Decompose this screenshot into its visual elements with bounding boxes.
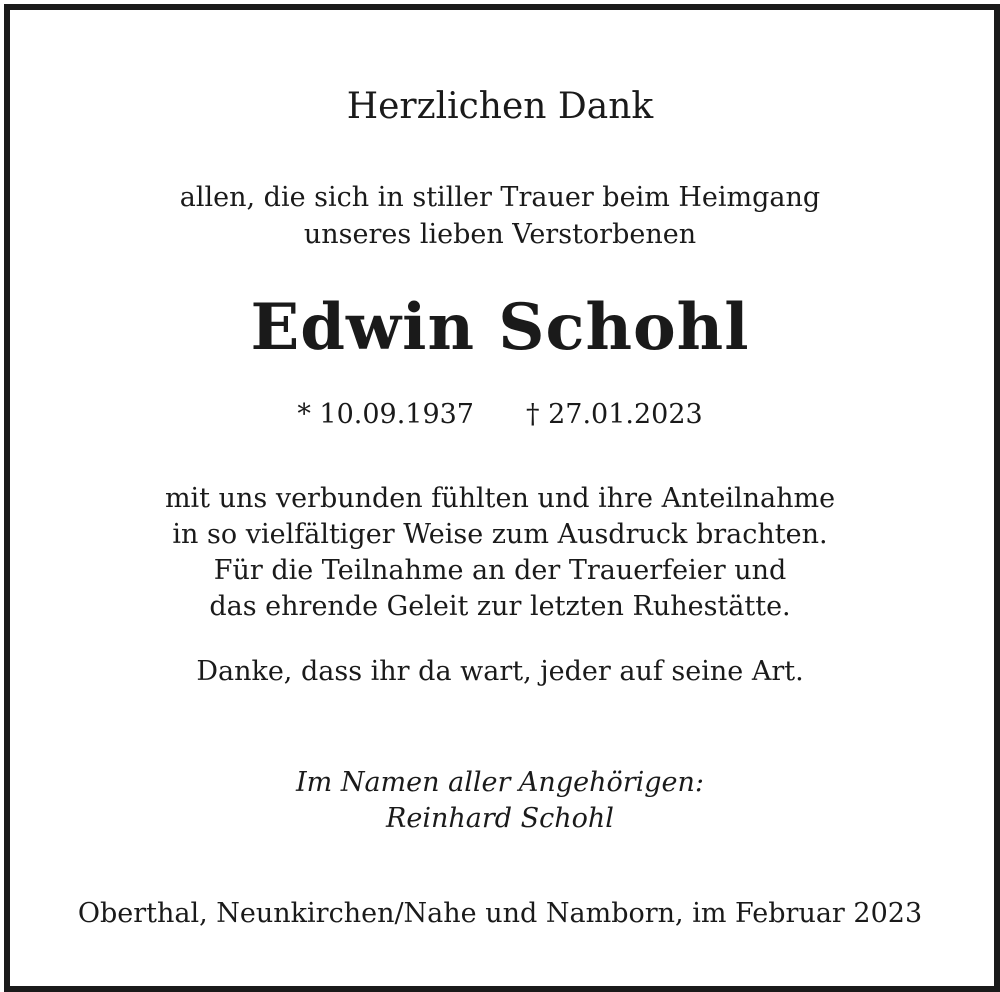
intro-line-1: allen, die sich in stiller Trauer beim Heimgang — [179, 182, 821, 213]
signature-name: Reinhard Schohl — [386, 803, 614, 834]
body-line-1: mit uns verbunden fühlten und ihre Anteilnahme — [164, 483, 836, 514]
deceased-name: Edwin Schohl — [250, 290, 750, 365]
body-line-3: Für die Teilnahme an der Trauerfeier und — [213, 555, 787, 586]
heading: Herzlichen Dank — [346, 86, 654, 127]
body-line-4: das ehrende Geleit zur letzten Ruhestätte. — [209, 591, 791, 622]
dates — [0, 398, 1000, 432]
death-date: † 27.01.2023 — [526, 399, 703, 430]
signature-line-1: Im Namen aller Angehörigen: — [295, 767, 705, 798]
birth-date: * 10.09.1937 — [297, 399, 474, 430]
footer-place-date: Oberthal, Neunkirchen/Nahe und Namborn, im Februar 2023 — [77, 898, 923, 929]
thanks-line: Danke, dass ihr da wart, jeder auf seine Art. — [196, 656, 804, 687]
intro-line-2: unseres lieben Verstorbenen — [303, 219, 697, 250]
body-line-2: in so vielfältiger Weise zum Ausdruck brachten. — [172, 519, 828, 550]
